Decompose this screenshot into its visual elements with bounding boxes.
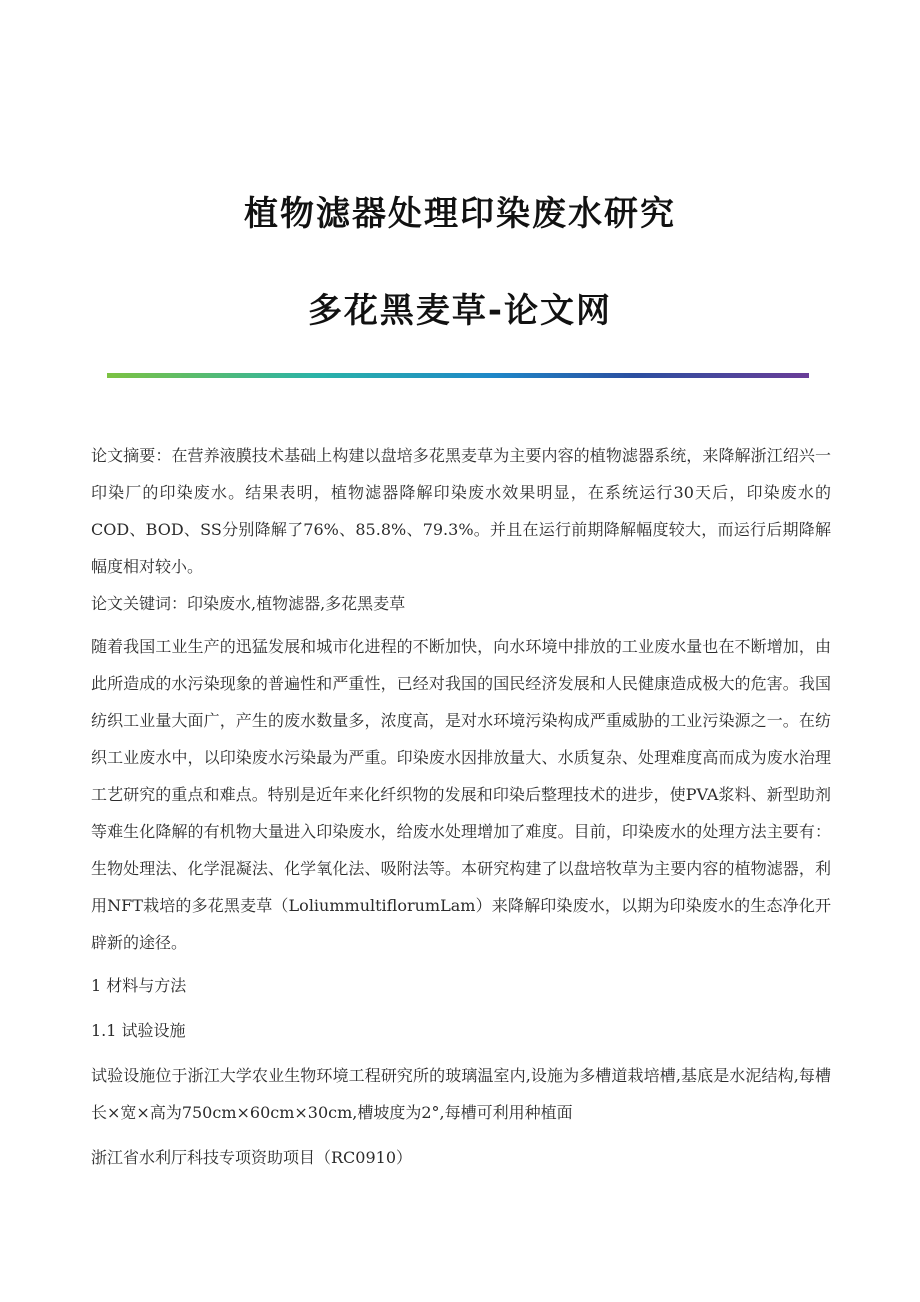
introduction-paragraph: 随着我国工业生产的迅猛发展和城市化进程的不断加快，向水环境中排放的工业废水量也在不断增加，由此所造成的水污染现象的普遍性和严重性，已经对我国的国民经济发展和人民健康造成极大的危害。我国纺织工业量大面广，产生的废水数量多，浓度高，是对水环境污染构成严重威胁的工业污染源之一。在纺织工业废水中，以印染废水污染最为严重。印染废水因排放量大、水质复杂、处理难度高而成为废水治理工艺研究的重点和难点。特别是近年来化纤织物的发展和印染后整理技术的进步，使PVA浆料、新型助剂等难生化降解的有机物大量进入印染废水，给废水处理增加了难度。目前，印染废水的处理方法主要有：生物处理法、化学混凝法、化学氧化法、吸附法等。本研究构建了以盘培牧草为主要内容的植物滤器，利用NFT栽培的多花黑麦草（LoliummultiflorumLam）来降解印染废水，以期为印染废水的生态净化开辟新的途径。: [91, 637, 831, 952]
abstract-paragraph: 论文摘要：在营养液膜技术基础上构建以盘培多花黑麦草为主要内容的植物滤器系统，来降解浙江绍兴一印染厂的印染废水。结果表明，植物滤器降解印染废水效果明显，在系统运行30天后，印染废水的COD、BOD、SS分别降解了76%、85.8%、79.3%。并且在运行前期降解幅度较大，而运行后期降解幅度相对较小。: [91, 446, 831, 576]
document-body: [91, 437, 831, 1176]
keywords-line: 论文关键词：印染废水,植物滤器,多花黑麦草: [91, 594, 406, 613]
facility-paragraph: 试验设施位于浙江大学农业生物环境工程研究所的玻璃温室内,设施为多槽道栽培槽,基底是水泥结构,每槽长×宽×高为750cm×60cm×30cm,槽坡度为2°,每槽可利用种植面: [91, 1066, 831, 1122]
document-title-line-1: 植物滤器处理印染废水研究: [244, 194, 676, 234]
title-divider: [107, 373, 809, 378]
document-title-line-2: 多花黑麦草-论文网: [307, 291, 613, 331]
funding-note: 浙江省水利厅科技专项资助项目（RC0910）: [91, 1148, 413, 1167]
subsection-heading-test-facility: 1.1 试验设施: [91, 1021, 186, 1040]
section-heading-materials-methods: 1 材料与方法: [91, 976, 187, 995]
